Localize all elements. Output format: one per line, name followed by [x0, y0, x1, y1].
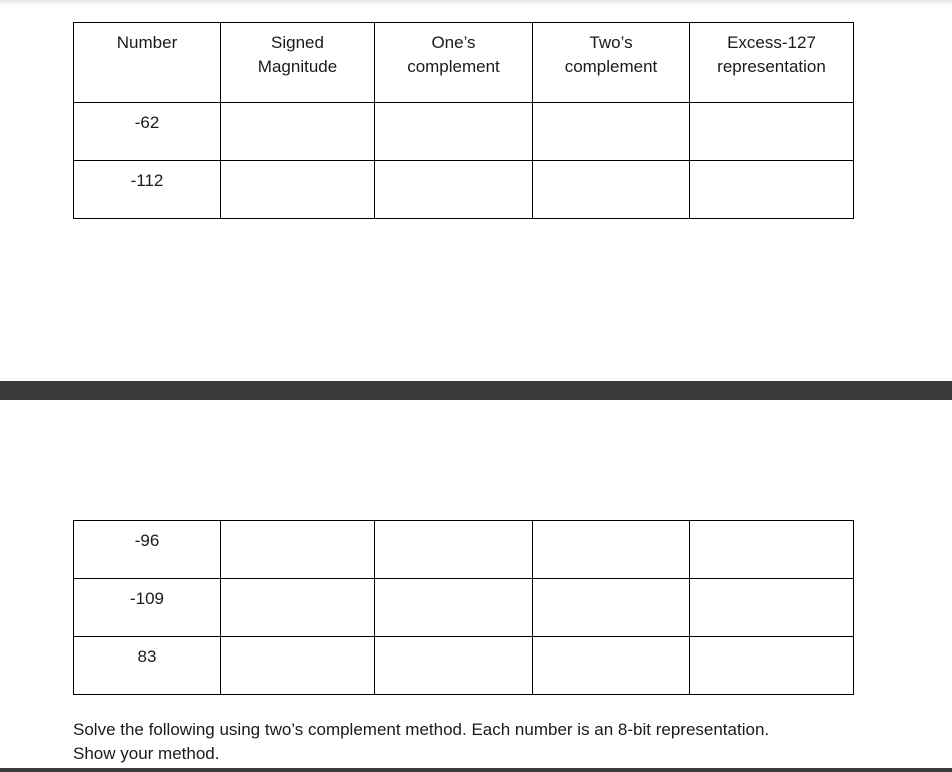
representation-table-page1	[73, 22, 854, 219]
instruction-line-2: Show your method.	[73, 744, 220, 763]
table-row	[74, 637, 854, 695]
ones-complement-cell[interactable]	[375, 161, 533, 219]
number-cell: 83	[74, 637, 221, 695]
twos-complement-cell[interactable]	[533, 637, 690, 695]
representation-table-page2	[73, 520, 854, 695]
signed-magnitude-cell[interactable]	[221, 579, 375, 637]
header-number: Number	[74, 23, 221, 103]
header-excess-127: Excess-127 representation	[690, 23, 854, 103]
signed-magnitude-cell[interactable]	[221, 103, 375, 161]
table-header-row	[74, 23, 854, 103]
header-twos-complement: Two’s complement	[533, 23, 690, 103]
twos-complement-cell[interactable]	[533, 103, 690, 161]
number-cell: -112	[74, 161, 221, 219]
signed-magnitude-cell[interactable]	[221, 637, 375, 695]
ones-complement-cell[interactable]	[375, 521, 533, 579]
table-row	[74, 103, 854, 161]
table-row	[74, 161, 854, 219]
twos-complement-cell[interactable]	[533, 521, 690, 579]
excess-127-cell[interactable]	[690, 579, 854, 637]
excess-127-cell[interactable]	[690, 521, 854, 579]
page-bottom-separator	[0, 768, 952, 772]
twos-complement-cell[interactable]	[533, 579, 690, 637]
header-ones-complement: One’s complement	[375, 23, 533, 103]
number-cell: -96	[74, 521, 221, 579]
twos-complement-cell[interactable]	[533, 161, 690, 219]
instruction-text	[73, 718, 873, 766]
header-signed-magnitude: Signed Magnitude	[221, 23, 375, 103]
number-cell: -109	[74, 579, 221, 637]
signed-magnitude-cell[interactable]	[221, 521, 375, 579]
ones-complement-cell[interactable]	[375, 637, 533, 695]
page-top-edge	[0, 0, 952, 5]
table-row	[74, 521, 854, 579]
ones-complement-cell[interactable]	[375, 103, 533, 161]
excess-127-cell[interactable]	[690, 637, 854, 695]
excess-127-cell[interactable]	[690, 161, 854, 219]
ones-complement-cell[interactable]	[375, 579, 533, 637]
instruction-line-1: Solve the following using two’s complement method. Each number is an 8-bit representation.	[73, 720, 770, 739]
signed-magnitude-cell[interactable]	[221, 161, 375, 219]
excess-127-cell[interactable]	[690, 103, 854, 161]
page-separator	[0, 381, 952, 400]
number-cell: -62	[74, 103, 221, 161]
table-row	[74, 579, 854, 637]
